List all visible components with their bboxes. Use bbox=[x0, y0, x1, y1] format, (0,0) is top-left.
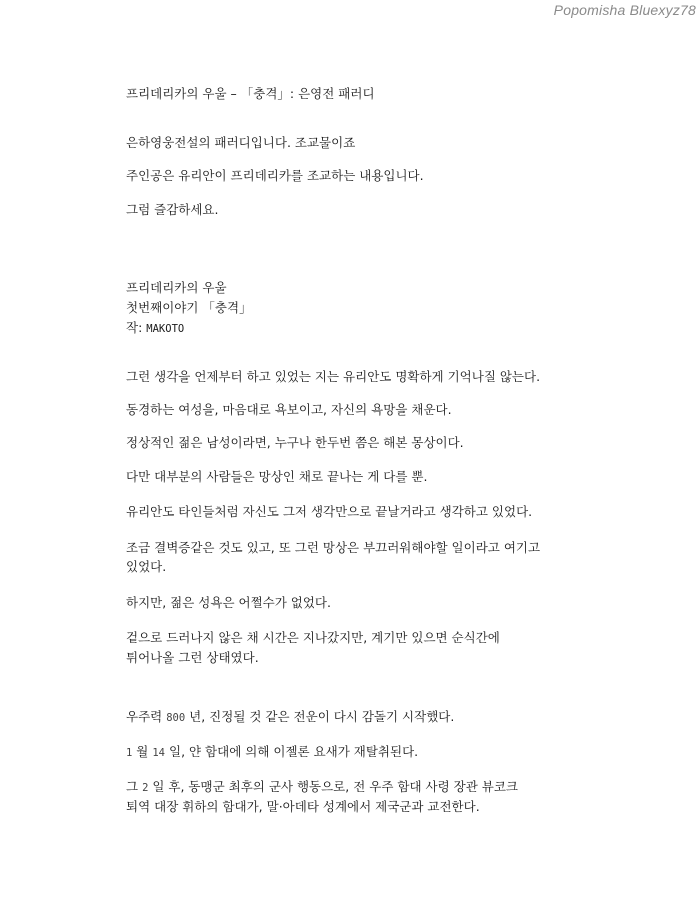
intro-line-2: 주인공은 유리안이 프리데리카를 조교하는 내용입니다. bbox=[126, 168, 424, 183]
document-title: 프리데리카의 우울 – 「충격」: 은영전 패러디 bbox=[126, 86, 375, 101]
author-credit bbox=[126, 318, 184, 339]
story-paragraph-8-line-1: 겉으로 드러나지 않은 채 시간은 지나갔지만, 계기만 있으면 순식간에 bbox=[126, 630, 500, 645]
story-paragraph-9 bbox=[126, 707, 454, 728]
series-title: 프리데리카의 우울 bbox=[126, 280, 227, 295]
month-number: 1 bbox=[126, 747, 133, 759]
intro-line-3: 그럼 즐감하세요. bbox=[126, 202, 219, 217]
day-count-number: 2 bbox=[142, 782, 149, 794]
year-number: 800 bbox=[166, 712, 186, 724]
episode-title: 첫번째이야기 「충격」 bbox=[126, 300, 252, 315]
text-segment: 우주력 bbox=[126, 709, 167, 724]
text-segment: 년, 진정될 것 같은 전운이 다시 감돌기 시작했다. bbox=[185, 709, 455, 724]
author-name: MAKOTO bbox=[146, 323, 185, 335]
story-paragraph-10 bbox=[126, 742, 418, 763]
text-segment: 일, 얀 함대에 의해 이젤론 요새가 재탈취된다. bbox=[165, 744, 419, 759]
story-paragraph-5: 유리안도 타인들처럼 자신도 그저 생각만으로 끝날거라고 생각하고 있었다. bbox=[126, 504, 533, 519]
intro-line-1: 은하영웅전설의 패러디입니다. 조교물이죠 bbox=[126, 135, 356, 150]
text-segment: 월 bbox=[132, 744, 153, 759]
story-paragraph-6-line-2: 있었다. bbox=[126, 559, 167, 574]
story-paragraph-1: 그런 생각을 언제부터 하고 있었는 지는 유리안도 명확하게 기억나질 않는다. bbox=[126, 369, 541, 384]
watermark: Popomisha Bluexyz78 bbox=[553, 2, 696, 18]
day-number: 14 bbox=[152, 747, 166, 759]
text-segment: 일 후, 동맹군 최후의 군사 행동으로, 전 우주 함대 사령 장관 뷰코크 bbox=[148, 779, 518, 794]
text-segment: 그 bbox=[126, 779, 143, 794]
story-paragraph-3: 정상적인 젊은 남성이라면, 누구나 한두번 쯤은 해본 몽상이다. bbox=[126, 435, 464, 450]
story-paragraph-11-line-1 bbox=[126, 777, 518, 798]
story-paragraph-8-line-2: 튀어나올 그런 상태였다. bbox=[126, 650, 259, 665]
story-paragraph-7: 하지만, 젊은 성욕은 어쩔수가 없었다. bbox=[126, 595, 331, 610]
story-paragraph-6-line-1: 조금 결벽증같은 것도 있고, 또 그런 망상은 부끄러워해야할 일이라고 여기고 bbox=[126, 540, 541, 555]
story-paragraph-11-line-2: 퇴역 대장 휘하의 함대가, 말·아데타 성계에서 제국군과 교전한다. bbox=[126, 799, 480, 814]
author-label: 작: bbox=[126, 320, 143, 335]
story-paragraph-2: 동경하는 여성을, 마음대로 욕보이고, 자신의 욕망을 채운다. bbox=[126, 402, 452, 417]
story-paragraph-4: 다만 대부분의 사람들은 망상인 채로 끝나는 게 다를 뿐. bbox=[126, 469, 428, 484]
